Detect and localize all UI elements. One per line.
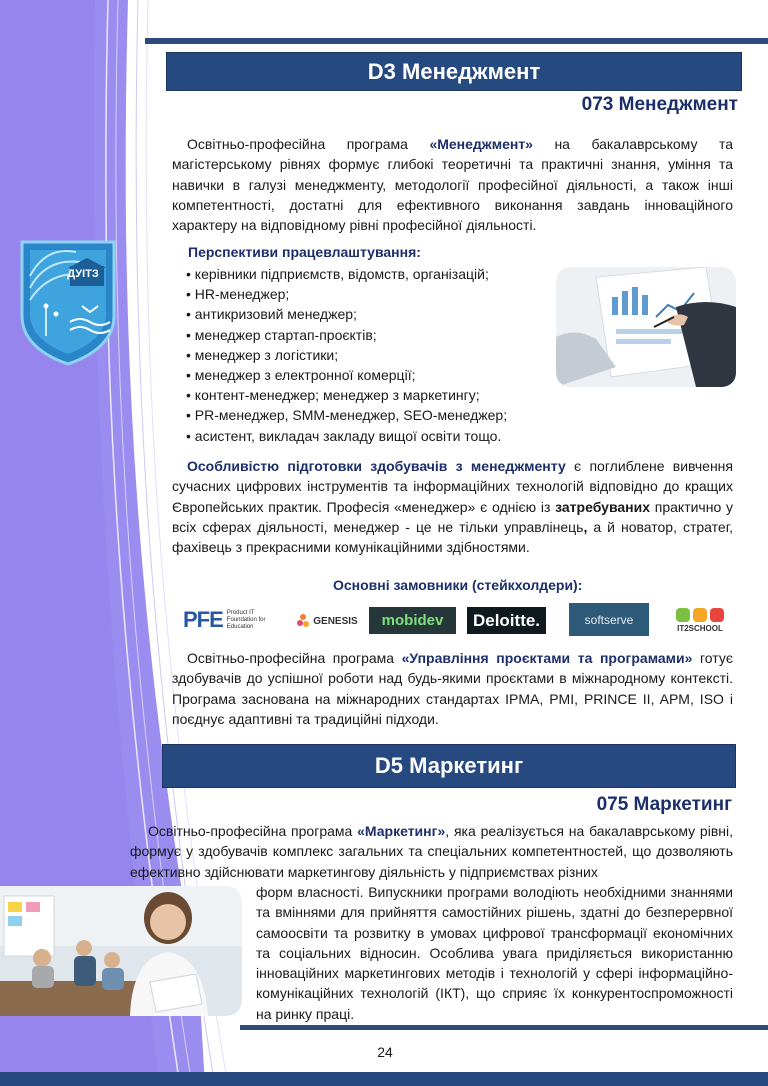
- program-marketing: «Маркетинг»: [357, 823, 446, 839]
- list-item: • менеджер з логістики;: [186, 345, 556, 365]
- stakeholders-title: Основні замовники (стейкхолдери):: [333, 577, 583, 593]
- list-item: • HR-менеджер;: [186, 284, 556, 304]
- bottom-rule-lower: [0, 1072, 768, 1086]
- program-project-management: «Управління проєктами та програмами»: [401, 650, 693, 666]
- bottom-rule-upper: [240, 1025, 768, 1030]
- list-item: • менеджер з електронної комерції;: [186, 365, 556, 385]
- page-number: 24: [377, 1044, 393, 1060]
- project-management-program: Освітньо-професійна програма «Управління проєктами та програмами» готує здобувачів до успішної роботи над будь-якими проєктами в міжнародному контексті. Програма заснована на міжнародних стандартах IPMA, PMI, PRINCE II, APM, ISO і поєднує адаптивні та традиційні підходи.: [172, 650, 733, 727]
- logo-it2school: IT2SCHOOL: [668, 604, 732, 636]
- list-item: • антикризовий менеджер;: [186, 304, 556, 324]
- pfe-mark: PFE: [183, 607, 223, 632]
- careers-title: Перспективи працевлаштування:: [188, 244, 421, 260]
- careers-list: [186, 264, 556, 446]
- photo-office-team: [0, 886, 242, 1016]
- list-item: • менеджер стартап-проєктів;: [186, 325, 556, 345]
- top-rule: [145, 38, 768, 44]
- section-management-title: D3 Менеджмент: [367, 58, 541, 84]
- marketing-subtitle: 075 Маркетинг: [596, 794, 732, 815]
- photo-business-charts: [556, 267, 736, 387]
- management-features: Особливістю підготовки здобувачів з менеджменту є поглиблене вивчення сучасних цифрових інструментів та інформаційних технологій відповідно до кращих Європейських практик. Професія «менеджер» є однією із затребуваних практично у всіх сферах діяльності, менеджер - це не тільки управлінець, а й новатор, стратег, фахівець з прекрасними комунікаційними здібностями.: [172, 458, 733, 556]
- pfe-caption: Product IT Foundation for Education: [226, 609, 266, 630]
- university-emblem: [16, 236, 120, 368]
- emblem-text: ДУІТЗ: [67, 268, 99, 280]
- logo-softserve: softserve: [569, 603, 649, 636]
- section-management-header: [166, 52, 742, 91]
- program-management: «Менеджмент»: [429, 136, 533, 152]
- section-marketing-title: D5 Маркетинг: [374, 753, 524, 778]
- marketing-intro: Освітньо-професійна програма «Маркетинг», яка реалізується на бакалаврському рівні, формує у здобувачів комплекс загальних та спеціальних компетентностей, що дозволяють ефективно здійснювати маркетингову діяльність у підприємствах різних: [130, 823, 733, 880]
- list-item: • керівники підприємств, відомств, організацій;: [186, 264, 556, 284]
- management-subtitle: 073 Менеджмент: [581, 94, 738, 115]
- logo-pfe: [183, 606, 279, 634]
- list-item: • PR-менеджер, SMM-менеджер, SEO-менеджер;: [186, 405, 556, 425]
- logo-genesis: GENESIS: [296, 608, 358, 634]
- list-item: • асистент, викладач закладу вищої освіти тощо.: [186, 426, 556, 446]
- marketing-details: форм власності. Випускники програми володіють необхідними знаннями та вміннями для прийняття самостійних рішень, здатні до безперервної самоосвіти та розвитку в умовах цифрової трансформації економічних та соціальних відносин. Особлива увага приділяється використанню інноваційних маркетингових методів і технологій у сфері інформаційно-комунікаційних технологій (ІКТ), що сприяє їх конкурентоспроможності на ринку праці.: [256, 884, 733, 1022]
- logo-deloitte: Deloitte.: [467, 607, 546, 634]
- logo-mobidev: mobidev: [369, 607, 456, 634]
- genesis-icon: [296, 613, 310, 629]
- list-item: • контент-менеджер; менеджер з маркетингу;: [186, 385, 556, 405]
- section-marketing-header: [162, 744, 736, 788]
- management-intro: Освітньо-професійна програма «Менеджмент» на бакалаврському та магістерському рівнях формує глибокі теоретичні та практичні знання, уміння та навички в галузі менеджменту, методології професійної діяльності, а також інші компетентності, достатні для ефективного виконання завдань інноваційного характеру на відповідному рівні професійної діяльності.: [172, 136, 733, 234]
- it2school-icons: [676, 608, 724, 622]
